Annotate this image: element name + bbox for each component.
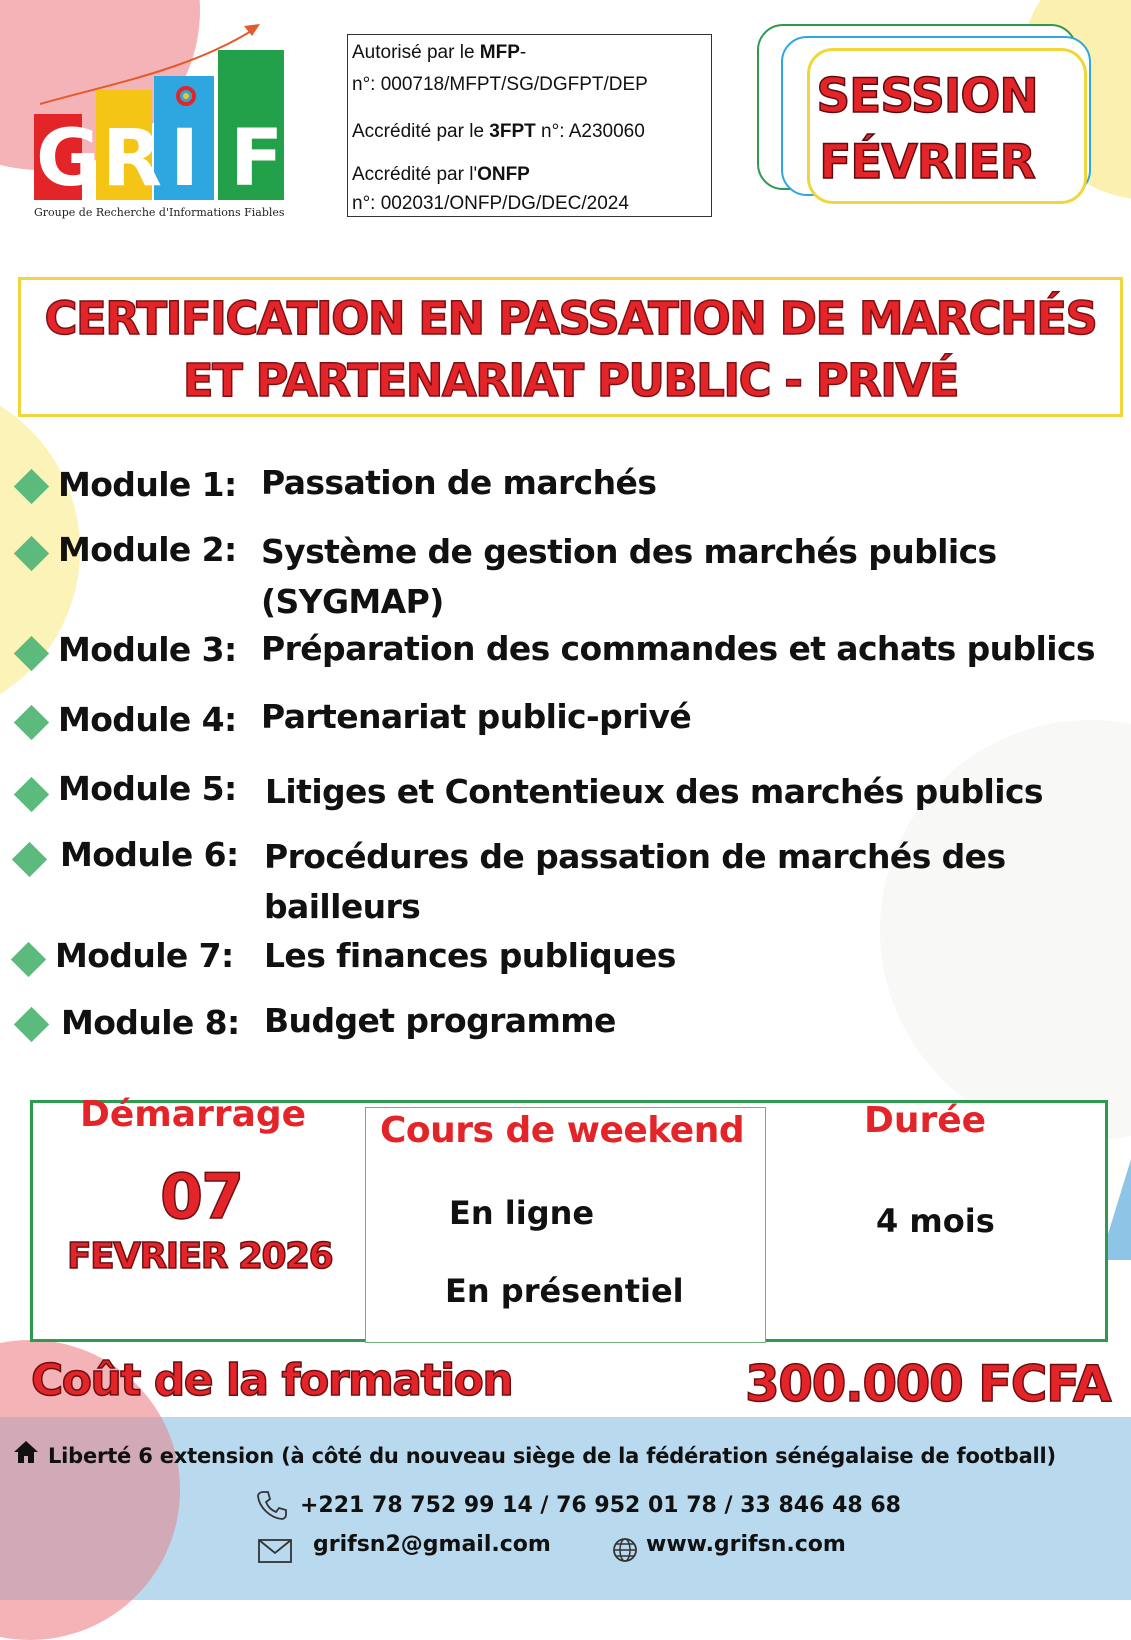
module-text: Procédures de passation de marchés des	[264, 837, 1006, 876]
page-title	[21, 288, 1120, 412]
home-icon	[12, 1439, 40, 1465]
diamond-bullet-icon	[11, 942, 46, 977]
module-text: Passation de marchés	[261, 463, 657, 502]
logo-letter-i: I	[170, 114, 200, 204]
accreditation-line-3: Accrédité par le 3FPT n°: A230060	[352, 121, 645, 142]
mail-icon	[258, 1539, 292, 1563]
module-label: Module 4:	[58, 700, 237, 739]
start-heading: Démarrage	[80, 1094, 307, 1135]
start-month-year: FEVRIER 2026	[67, 1236, 333, 1277]
logo-letter-g: G	[36, 114, 101, 204]
cost-label: Coût de la formation	[31, 1355, 513, 1406]
footer-phone: +221 78 752 99 14 / 76 952 01 78 / 33 846 48 68	[300, 1493, 901, 1518]
globe-icon	[612, 1537, 638, 1563]
title-line-2: ET PARTENARIAT PUBLIC - PRIVÉ	[182, 354, 959, 407]
diamond-bullet-icon	[12, 842, 47, 877]
cost-value: 300.000 FCFA	[745, 1355, 1111, 1413]
session-line-1: SESSION	[816, 69, 1038, 124]
phone-icon	[256, 1489, 288, 1521]
module-text-continued: (SYGMAP)	[261, 582, 444, 621]
diamond-bullet-icon	[14, 777, 49, 812]
accreditation-line-1: Autorisé par le MFP-	[352, 42, 527, 63]
duration-value: 4 mois	[876, 1202, 995, 1240]
module-label: Module 5:	[58, 769, 237, 808]
module-label: Module 8:	[61, 1003, 240, 1042]
accreditation-line-5: n°: 002031/ONFP/DG/DEC/2024	[352, 193, 629, 214]
accreditation-line-2: n°: 000718/MFPT/SG/DGFPT/DEP	[352, 74, 648, 95]
footer-website[interactable]: www.grifsn.com	[646, 1532, 846, 1557]
module-text: Système de gestion des marchés publics	[261, 532, 997, 571]
footer-address: Liberté 6 extension (à côté du nouveau siège de la fédération sénégalaise de football)	[48, 1444, 1056, 1468]
session-line-2: FÉVRIER	[819, 135, 1035, 190]
module-text: Budget programme	[264, 1001, 616, 1040]
session-badge	[757, 20, 1087, 210]
logo-caption: Groupe de Recherche d'Informations Fiables	[34, 206, 285, 219]
module-text-continued: bailleurs	[264, 887, 421, 926]
logo-letter-r: R	[102, 114, 163, 204]
accreditation-line-4: Accrédité par l'ONFP	[352, 164, 530, 185]
title-line-1: CERTIFICATION EN PASSATION DE MARCHÉS	[44, 292, 1097, 345]
accreditation-box	[347, 34, 712, 217]
session-text	[797, 64, 1057, 196]
diamond-bullet-icon	[14, 705, 49, 740]
footer	[0, 1417, 1131, 1600]
diamond-bullet-icon	[14, 1007, 49, 1042]
duration-heading: Durée	[864, 1100, 987, 1141]
module-text: Les finances publiques	[264, 936, 676, 975]
footer-email[interactable]: grifsn2@gmail.com	[313, 1532, 551, 1557]
courses-heading: Cours de weekend	[380, 1110, 745, 1151]
module-label: Module 1:	[58, 465, 237, 504]
courses-mode-online: En ligne	[449, 1194, 595, 1232]
module-label: Module 7:	[55, 936, 234, 975]
module-label: Module 2:	[58, 530, 237, 569]
module-label: Module 3:	[58, 630, 237, 669]
logo-letter-f: F	[230, 114, 284, 204]
courses-mode-onsite: En présentiel	[445, 1272, 684, 1310]
module-text: Litiges et Contentieux des marchés publics	[265, 772, 1043, 811]
grif-logo	[30, 20, 300, 225]
start-day: 07	[160, 1160, 243, 1233]
module-label: Module 6:	[60, 835, 239, 874]
title-box	[18, 277, 1123, 417]
module-text: Partenariat public-privé	[261, 697, 692, 736]
module-text: Préparation des commandes et achats publics	[261, 629, 1095, 668]
